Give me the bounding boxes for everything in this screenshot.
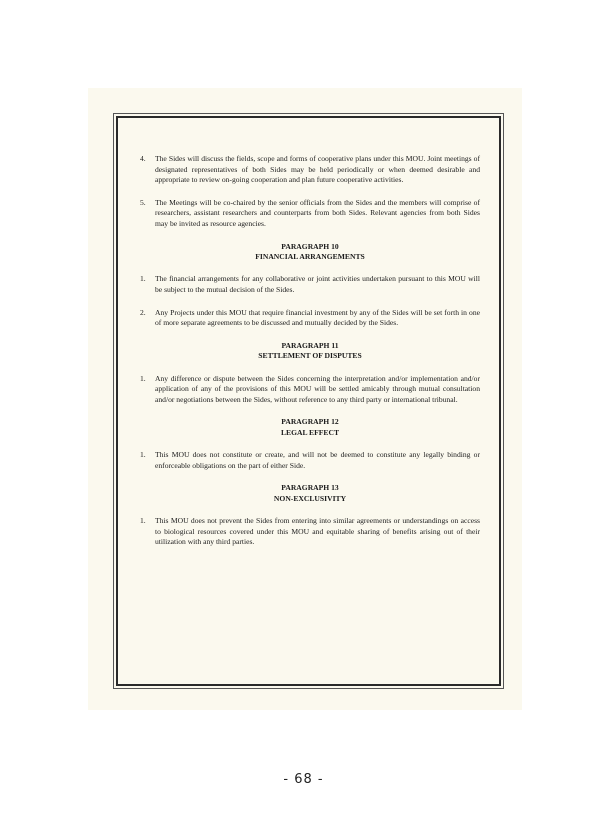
clause-number: 1. xyxy=(140,450,146,460)
clause-text: Any difference or dispute between the Sides concerning the interpretation and/or implementation and/or application of any of the provisions of this MOU will be settled amicably through mutual consultation and/or negotiations between the Sides, without reference to any third party or international tribunal. xyxy=(155,373,480,404)
clause-text: This MOU does not prevent the Sides from entering into similar agreements or understandings on access to biological resources covered under this MOU and equitable sharing of benefits arising out of their utilization with any third parties. xyxy=(155,516,480,547)
clause-text: The Sides will discuss the fields, scope and forms of cooperative plans under this MOU. Joint meetings of designated representatives of both Sides may be held periodically or when deemed desirable and appropriate to review on-going cooperation and plan future cooperative activities. xyxy=(155,154,480,185)
paragraph-12-clause-1 xyxy=(140,450,480,471)
paragraph-10-heading xyxy=(140,242,480,263)
document-body xyxy=(140,154,480,560)
clause-text: This MOU does not constitute or create, and will not be deemed to constitute any legally binding or enforceable obligations on the part of either Side. xyxy=(155,450,480,470)
clause-4 xyxy=(140,154,480,186)
clause-text: The financial arrangements for any collaborative or joint activities undertaken pursuant to this MOU will be subject to the mutual decision of the Sides. xyxy=(155,274,480,294)
clause-5 xyxy=(140,198,480,230)
paragraph-title: SETTLEMENT OF DISPUTES xyxy=(258,351,362,361)
paragraph-number: PARAGRAPH 11 xyxy=(281,340,339,350)
clause-number: 5. xyxy=(140,197,146,207)
paragraph-11-heading xyxy=(140,341,480,362)
clause-text: Any Projects under this MOU that require financial investment by any of the Sides will be set forth in one of more separate agreements to be discussed and mutually decided by the Sides. xyxy=(155,307,480,328)
paragraph-11-clause-1 xyxy=(140,374,480,406)
paragraph-10-clause-1 xyxy=(140,274,480,295)
paragraph-number: PARAGRAPH 12 xyxy=(281,417,339,427)
clause-number: 2. xyxy=(140,307,146,317)
paragraph-number: PARAGRAPH 13 xyxy=(281,483,339,493)
page-number: - 68 - xyxy=(283,772,324,787)
paragraph-12-heading xyxy=(140,417,480,438)
clause-number: 4. xyxy=(140,154,146,163)
clause-number: 1. xyxy=(140,274,146,284)
clause-number: 1. xyxy=(140,373,146,383)
paragraph-13-clause-1 xyxy=(140,516,480,548)
clause-number: 1. xyxy=(140,516,146,526)
paragraph-title: NON-EXCLUSIVITY xyxy=(273,493,347,503)
paragraph-13-heading xyxy=(140,483,480,504)
clause-text: The Meetings will be co-chaired by the senior officials from the Sides and the members will comprise of researchers, assistant researchers and counterparts from both Sides. Relevant agencies from both Sides may be invited as resource agencies. xyxy=(155,197,480,228)
paragraph-10-clause-2 xyxy=(140,308,480,329)
paragraph-number: PARAGRAPH 10 xyxy=(281,241,339,251)
paragraph-title: FINANCIAL ARRANGEMENTS xyxy=(255,251,365,261)
paragraph-title: LEGAL EFFECT xyxy=(280,427,340,437)
